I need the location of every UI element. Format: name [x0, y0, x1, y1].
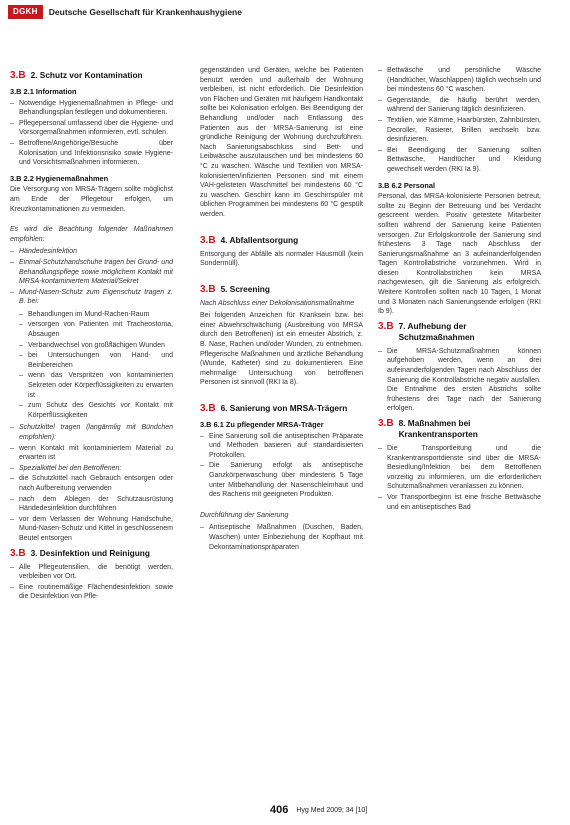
list-item: – Bettwäsche und persönliche Wäsche (Handtücher, Waschlappen) täglich wechseln und bei mindestens 60 °C waschen. — [378, 66, 541, 95]
column-3 — [378, 66, 541, 811]
list-item: – Die Sanierung erfolgt als antiseptische Ganzkörperwaschung über mindestens 5 Tage unter Mitbehandlung der Nasenschleimhaut und des Rachens mit geeigneten Produkten. — [200, 461, 363, 499]
list-item: – Alle Pflegeutensilien, die benötigt werden, verbleiben vor Ort. — [10, 563, 173, 582]
section-5-text: Bei folgenden Anzeichen für Kranksein bzw. bei einer Abwehrschwächung (Ausbreitung von MRSA durch den Betroffenen) ist ein erneuter Abstrich, z. B. Nase, Rachen und/oder Wunden, zu entnehmen. Pflegerische Maßnahmen und ärztliche Behandlung (Wunde, Katheter) sind zu dokumentieren. Eine mehrmalige Untersuchung von betroffenen Personen ist sinnvoll (RKI Ia 8). — [200, 312, 363, 387]
list-item: – Antiseptische Maßnahmen (Duschen, Baden, Waschen) unter Einbeziehung der Kopfhaut mit Dekontaminationspräparaten — [200, 523, 363, 552]
list-item: – wenn Kontakt mit kontaminiertem Material zu erwarten ist — [10, 444, 173, 463]
recommendation-list — [10, 247, 173, 307]
section-2-2-text: Die Versorgung von MRSA-Trägern sollte möglichst am Ende der Pflegetour erfolgen, um Kreuzkontaminationen zu vermeiden. — [10, 186, 173, 213]
section-6-2-heading: 3.B 6.2 Personal — [378, 180, 436, 190]
list-item: – Mund-Nasen-Schutz zum Eigenschutz tragen z. B. bei: — [10, 288, 173, 307]
page-footer — [270, 804, 367, 816]
header-title: Deutsche Gesellschaft für Krankenhaushygiene — [48, 7, 242, 17]
list-item: – Gegenstände, die häufig berührt werden, während der Sanierung täglich desinfizieren. — [378, 96, 541, 115]
page-number: 406 — [270, 804, 289, 816]
list-item: – zum Schutz des Gesichts vor Kontakt mit Körperflüssigkeiten — [10, 401, 173, 420]
list-item: – vor dem Verlassen der Wohnung Handschuhe, Mund-Nasen-Schutz und Kittel in geschlossenem Beutel entsorgen — [10, 515, 173, 544]
section-6-1b-list — [200, 523, 363, 552]
list-item: – Textilien, wie Kämme, Haarbürsten, Zahnbürsten, Deoroller, Rasierer, Brillen wechseln bzw. desinfizieren. — [378, 116, 541, 145]
list-item: – Bei Beendigung der Sanierung sollten Bettwäsche, Handtücher und Kleidung gewechselt werden (RKI Ia 9). — [378, 146, 541, 175]
section-4-heading: 3.B 4. Abfallentsorgung — [200, 234, 299, 246]
section-2-1-heading: 3.B 2.1 Information — [10, 87, 77, 96]
list-item: – Notwendige Hygienemaßnahmen in Pflege- und Behandlungsplan festlegen und dokumentieren. — [10, 99, 173, 118]
list-item: – Verbandwechsel von großflächigen Wunden — [10, 341, 173, 351]
section-6-1b-heading: Durchführung der Sanierung — [200, 511, 289, 519]
list-item: – die Schutzkittel nach Gebrauch entsorgen oder nach Aufbereitung verwenden — [10, 474, 173, 493]
list-item: – nach dem Ablegen der Schutzausrüstung Händedesinfektion durchführen — [10, 495, 173, 514]
section-7-list — [378, 347, 541, 414]
list-item: – Spezialkittel bei den Betroffenen: — [10, 464, 173, 474]
dgkh-logo: DGKH — [8, 5, 43, 19]
section-2-2-heading: 3.B 2.2 Hygienemaßnahmen — [10, 173, 109, 183]
column-1 — [10, 66, 173, 806]
gown-usage-list — [10, 423, 173, 543]
column-2-intro: gegenständen und Geräten, welche bei Patienten benutzt werden und außerhalb der Wohnung verbleiben, ist nicht erforderlich. Die Desinfektion von Flächen und Geräten mit häufigem Handkontakt sollte bei Kolonisation erfolgen. Bei Beendigung der Behandlung und/oder nach Entlassung des Patienten aus der MRSA-Sanierung ist eine gründliche Reinigung der Wohnung durchzuführen. Nach Sanierungsabschluss sind Bett- und Leibwäsche auszutauschen und bei mindestens 60 °C zu waschen. Wäsche und Textilien von MRSA-kolonisierten/infizierten Personen sind mit einem VAH-gelisteten Waschmittel bei mindestens 60 °C zu waschen. Geschirr kann im Geschirrspüler mit üblichen Programmen bei mindestens 60 °C gespült werden. — [200, 67, 363, 218]
list-item: – Die Transportleitung und die Krankentransportdienste sind über die MRSA-Besiedlung/Infektion bei dem Betroffenen vorzeitig zu informieren, um die erforderlichen Schutzmaßnahmen veranlassen zu können. — [378, 444, 541, 492]
section-6-1-heading: 3.B 6.1 Zu pflegender MRSA-Träger — [200, 420, 324, 430]
list-item: – Vor Transportbeginn ist eine frische Bettwäsche und ein antiseptisches Bad — [378, 493, 541, 512]
section-5-heading: 3.B 5. Screening — [200, 283, 270, 295]
list-item: – Eine routinemäßige Flächendesinfektion sowie die Desinfektion von Pfle- — [10, 583, 173, 602]
section-4-text: Entsorgung der Abfälle als normaler Hausmüll (kein Sondermüll). — [200, 250, 363, 268]
list-item: – wenn das Verspritzen von kontaminierten Sekreten oder Körperflüssigkeiten zu erwarten ist — [10, 371, 173, 400]
page-header — [8, 5, 548, 19]
list-item: – versorgen von Patienten mit Tracheostoma, Absaugen — [10, 320, 173, 339]
column-2 — [200, 66, 363, 756]
list-item: – Behandlungen im Mund-Rachen-Raum — [10, 310, 173, 320]
section-2-heading: 3.B 2. Schutz vor Kontamination — [10, 70, 143, 81]
list-item: – bei Untersuchungen von Hand- und Beinbereichen — [10, 351, 173, 370]
section-6-1-list — [200, 432, 363, 500]
list-item: – Einmal-Schutzhandschuhe tragen bei Grund- und Behandlungspflege sowie möglichem Kontakt mit MRSA-kontaminiertem Material/Sekret — [10, 258, 173, 287]
list-item: – Schutzkittel tragen (langärmlig mit Bündchen empfohlen): — [10, 423, 173, 442]
section-3-heading: 3.B 3. Desinfektion und Reinigung — [10, 547, 150, 559]
column-3-intro-list — [378, 66, 541, 175]
mask-usage-list — [10, 310, 173, 421]
list-item: – Händedesinfektion — [10, 247, 173, 257]
list-item: – Pflegepersonal umfassend über die Hygiene- und Vorsorgemaßnahmen informieren, evtl. schulen. — [10, 119, 173, 138]
journal-source: Hyg Med 2009; 34 [10] — [296, 806, 368, 814]
recommendation-intro: Es wird die Beachtung folgender Maßnahmen empfohlen: — [10, 226, 173, 243]
list-item: – Die MRSA-Schutzmaßnahmen können aufgehoben werden, wenn an drei aufeinanderfolgenden Tagen nach Abschluss der Sanierung die Kontrollabstriche negativ ausfallen. Die Entnahme des ersten Abstrichs sollte frühestens drei Tage nach der Sanierung erfolgen. — [378, 347, 541, 414]
section-2-1-list — [10, 99, 173, 168]
section-8-list — [378, 444, 541, 512]
section-8-heading: 3.B 8. Maßnahmen bei Krankentransporten — [378, 418, 478, 439]
section-3-list — [10, 563, 173, 602]
section-7-heading: 3.B 7. Aufhebung der Schutzmaßnahmen — [378, 320, 475, 342]
list-item: – Eine Sanierung soll die antiseptischen Präparate und Methoden basieren auf standardisierten Protokollen. — [200, 432, 363, 461]
section-6-heading: 3.B 6. Sanierung von MRSA-Trägern — [200, 403, 348, 415]
section-6-2-text: Personal, das MRSA-kolonisierte Personen betreut, sollte zu Beginn der Betreuung und bei Verdacht gescreent werden. Positiv getestete Mitarbeiter sollten während der Sanierung keine Patienten versorgen. Zur Erfolgskontrolle der Sanierung sind frühestens 3 Tage nach Abschluss der Sanierungsmaßnahme an 3 aufeinanderfolgenden Tagen Kontrollabstriche vorzunehmen. Wird in diesen Kontrollabstrichen kein MRSA nachgewiesen, gilt die Sanierung als erfolgreich. Weitere Kontrollen sollten nach 10 Tagen, 1 Monat und 3 Monaten nach Sanierungsende erfolgen (RKI Ib 9). — [378, 193, 541, 316]
section-5-subtitle: Nach Abschluss einer Dekolonisationsmaßnahme — [200, 299, 355, 307]
list-item: – Betroffene/Angehörige/Besuche über Kolonisation und Infektionsrisiko sowie Hygiene- und Vorsichtsmaßnahmen informieren. — [10, 139, 173, 168]
